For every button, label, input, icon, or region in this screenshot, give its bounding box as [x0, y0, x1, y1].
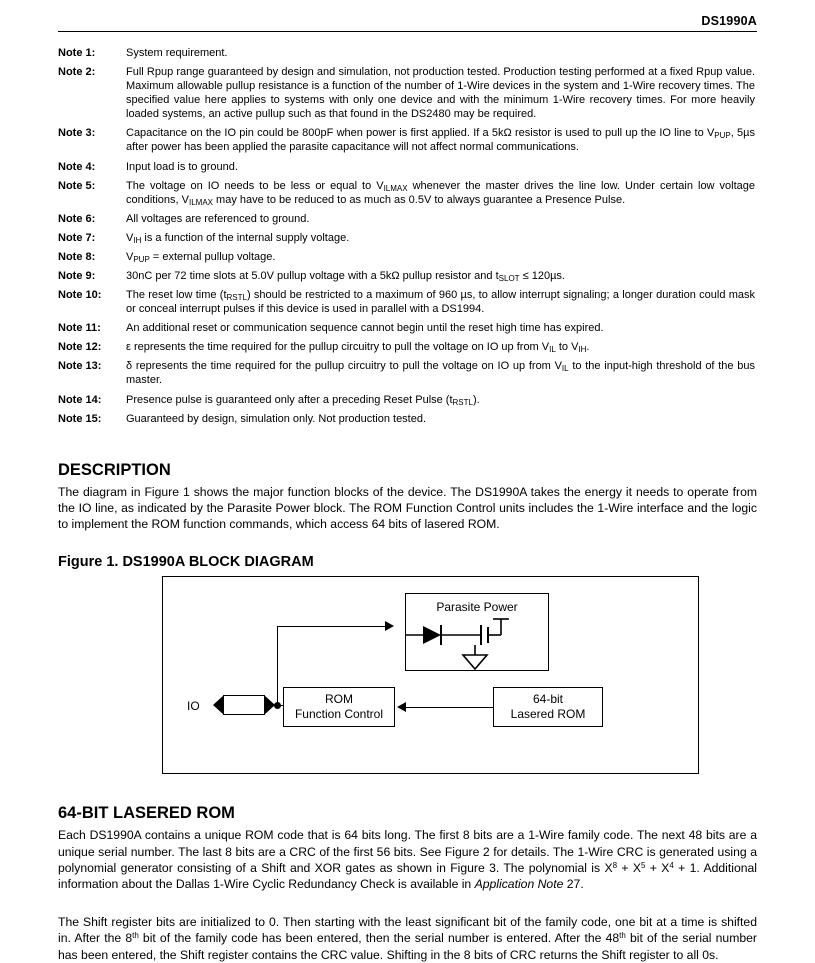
block-diagram-figure [162, 576, 699, 774]
note-text: An additional reset or communication sequence cannot begin until the reset high time has expired. [126, 322, 604, 335]
note-text: $V_{PUP}$ = external pullup voltage. [126, 250, 276, 264]
block-rom-label-line2: Function Control [294, 707, 384, 722]
io-pin-label: IO [187, 699, 200, 714]
note-text: The reset low time $(t_{RSTL})$ should be restricted to a maximum of 960 µs, to allow interrupt signaling; a longer duration could mask or conceal interrupt pulses if this device is used in parallel with a DS1994. [126, 289, 755, 316]
note-row [58, 46, 757, 65]
note-label: Note 3: [58, 127, 96, 140]
note-row [58, 231, 757, 250]
note-label: Note 4: [58, 160, 96, 173]
note-row [58, 212, 757, 231]
header-divider [58, 31, 757, 32]
note-text: System requirement. [126, 47, 228, 59]
part-number: DS1990A [701, 14, 757, 28]
figure-title: Figure 1. DS1990A BLOCK DIAGRAM [58, 554, 314, 571]
note-label: Note 13: [58, 360, 102, 373]
note-text: Capacitance on the IO pin could be 800pF when power is first applied. If a 5kΩ resistor is used to pull up the IO line to $V_{PUP}$, 5µs after power has been applied the parasite capacitance will not affect normal communications. [126, 127, 755, 154]
block-rom-function-control [283, 687, 395, 727]
note-row [58, 160, 757, 179]
note-row [58, 269, 757, 288]
block-lasered-rom [493, 687, 603, 727]
note-text: Full Rpup range guaranteed by design and simulation, not production tested. Production testing performed at a fixed Rpup value. Maximum allowable pullup resistance is a function of the number of 1-Wire devices in the system and 1-Wire recovery times. The specified value here applies to systems with only one device and with the minimum 1-Wire recovery times. For more heavily loaded systems, an active pullup such as that found in the DS2480 may be required. [126, 66, 755, 121]
block-lasered-rom-label-line1: 64-bit [532, 692, 564, 707]
note-label: Note 1: [58, 47, 96, 59]
note-row [58, 340, 757, 359]
note-text: $V_{IH}$ is a function of the internal supply voltage. [126, 231, 350, 245]
note-label: Note 12: [58, 341, 102, 354]
note-text: Guaranteed by design, simulation only. Not production tested. [126, 412, 427, 425]
lasered-rom-paragraph-2: The Shift register bits are initialized to 0. Then starting with the least significant bit of the family code, one bit at a time is shifted in. After the 8th bit of the family code has been entered, then the serial number is entered. After the 48th bit of the serial number has been entered, the Shift register contains the CRC value. Shifting in the 8 bits of CRC returns the Shift register to all 0s. [58, 915, 757, 962]
note-row [58, 179, 757, 212]
note-label: Note 15: [58, 412, 102, 425]
notes-table [58, 46, 757, 431]
note-text: ε represents the time required for the pullup circuitry to pull the voltage on IO up from $V_{IL}$ to $V_{IH}$. [126, 341, 590, 355]
wire-to-parasite-power [277, 626, 387, 628]
note-label: Note 7: [58, 231, 96, 244]
note-row [58, 126, 757, 159]
note-label: Note 9: [58, 270, 96, 283]
note-row [58, 288, 757, 321]
note-label: Note 10: [58, 289, 102, 302]
note-text: δ represents the time required for the pullup circuitry to pull the voltage on IO up from $V_{IL}$ to the input-high threshold of the bus master. [126, 360, 755, 387]
description-paragraph: The diagram in Figure 1 shows the major function blocks of the device. The DS1990A takes the energy it needs to operate from the IO line, as indicated by the Parasite Power block. The ROM Function Control units includes the 1-Wire interface and the logic to implement the ROM function commands, which access 64 bits of lasered ROM. [58, 484, 757, 532]
note-text: The voltage on IO needs to be less or equal to $V_{ILMAX}$ whenever the master drives the line low. Under certain low voltage conditions, $V_{ILMAX}$ may have to be reduced to as much as 0.5V to always guarantee a Presence Pulse. [126, 179, 755, 207]
note-label: Note 11: [58, 322, 101, 335]
page-header [58, 0, 757, 28]
note-text: 30nC per 72 time slots at 5.0V pullup voltage with a 5kΩ pullup resistor and $t_{SLOT} \le 120\mu s$. [126, 270, 565, 284]
io-connector-icon [223, 695, 265, 715]
note-label: Note 14: [58, 393, 102, 406]
note-text: Presence pulse is guaranteed only after a preceding Reset Pulse $(t_{RSTL})$. [126, 393, 480, 407]
note-row [58, 250, 757, 269]
wire-io-up [277, 626, 279, 705]
note-text: All voltages are referenced to ground. [126, 212, 310, 225]
lasered-rom-heading: 64-BIT LASERED ROM [58, 804, 235, 823]
wire-lasered-to-rom [406, 707, 493, 709]
parasite-power-circuit-icon [405, 613, 549, 673]
arrow-right-icon [385, 621, 394, 631]
note-row [58, 393, 757, 412]
block-rom-label-line1: ROM [325, 692, 353, 707]
note-row [58, 321, 757, 340]
note-label: Note 5: [58, 179, 96, 192]
note-text: Input load is to ground. [126, 160, 238, 173]
block-parasite-power-label: Parasite Power [436, 600, 518, 615]
lasered-rom-paragraph-1: Each DS1990A contains a unique ROM code that is 64 bits long. The first 8 bits are a 1-Wire family code. The next 48 bits are a unique serial number. The last 8 bits are a CRC of the first 56 bits. See Figure 2 for details. The 1-Wire CRC is generated using a polynomial generator consisting of a Shift and XOR gates as shown in Figure 3. The polynomial is $X^8 + X^5 + X^4 + 1$. Additional information about the Dallas 1-Wire Cyclic Redundancy Check is available in Application Note 27. [58, 828, 757, 892]
arrow-left-icon [397, 702, 406, 712]
note-label: Note 2: [58, 66, 96, 79]
note-row [58, 359, 757, 392]
note-label: Note 6: [58, 212, 96, 225]
note-label: Note 8: [58, 250, 96, 263]
description-heading: DESCRIPTION [58, 460, 171, 479]
note-row [58, 65, 757, 126]
note-row [58, 412, 757, 431]
block-lasered-rom-label-line2: Lasered ROM [510, 707, 586, 722]
